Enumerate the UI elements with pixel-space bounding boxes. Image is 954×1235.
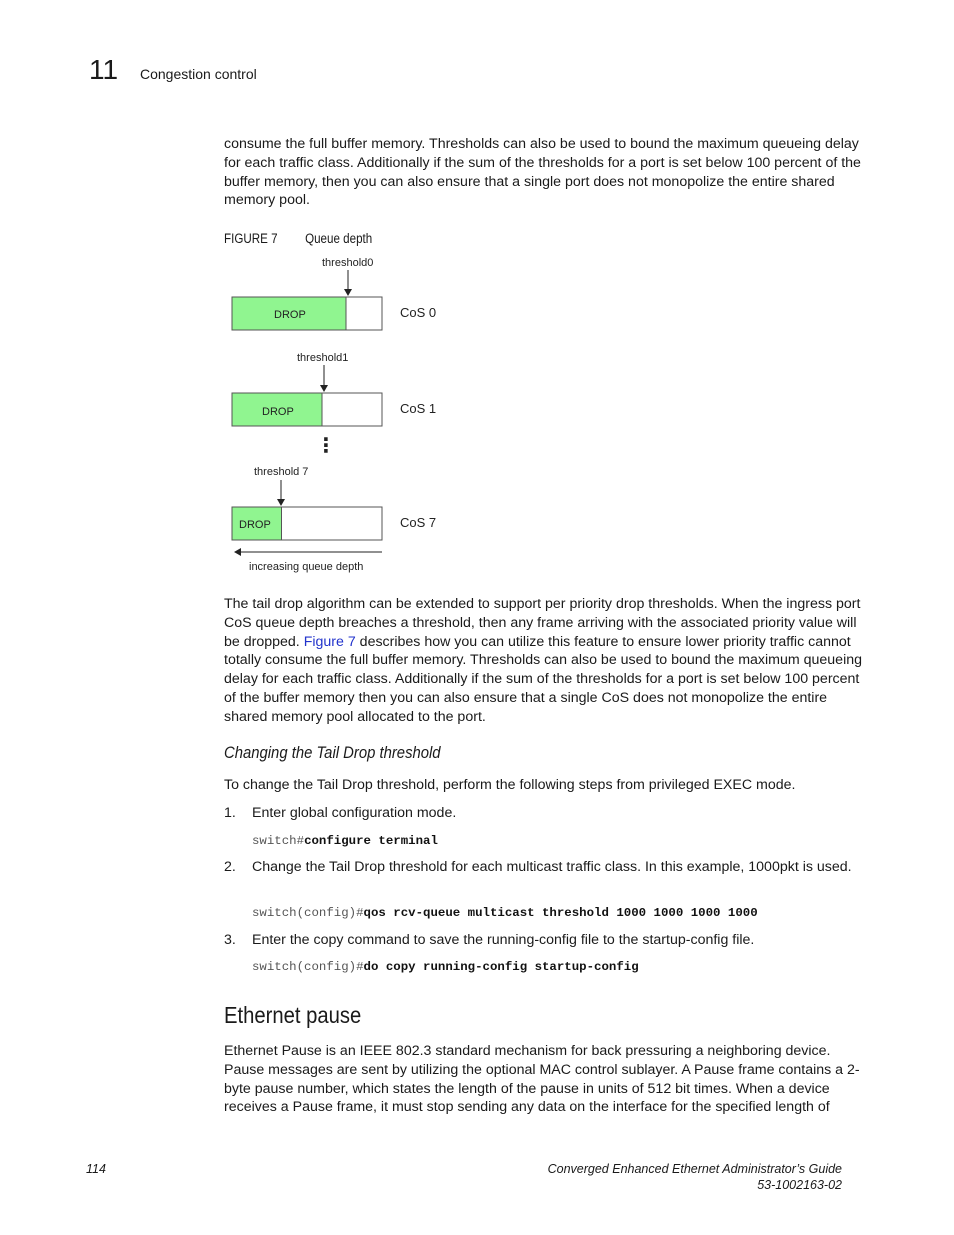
chapter-title: Congestion control — [140, 66, 257, 82]
page-number: 114 — [86, 1162, 106, 1176]
code-prompt: switch(config)# — [252, 960, 364, 974]
code-command: do copy running-config startup-config — [363, 960, 639, 974]
step-2-code — [252, 905, 758, 921]
ellipsis-dots: ⋮ — [316, 433, 336, 457]
step-3-number: 3. — [224, 932, 236, 948]
code-command: qos rcv-queue multicast threshold 1000 1000 1000 1000 — [363, 906, 758, 920]
threshold-label-1: threshold1 — [297, 352, 349, 364]
intro-paragraph: consume the full buffer memory. Thresholds can also be used to bound the maximum queueing delay for each traffic class. Additionally if the sum of the thresholds for a port is set below 100 percent of the buffer memory, then you can also ensure that a single port does not monopolize the entire shared memory pool. — [224, 136, 861, 209]
threshold-label-7: threshold 7 — [254, 466, 309, 478]
code-command: configure terminal — [304, 834, 438, 848]
queue-depth-diagram — [224, 250, 464, 580]
section-heading: Ethernet pause — [224, 1002, 362, 1028]
footer-doc-number: 53-1002163-02 — [757, 1177, 842, 1192]
step-3-text: Enter the copy command to save the running-config file to the startup-config file. — [252, 932, 755, 948]
code-prompt: switch(config)# — [252, 906, 364, 920]
figure-label: FIGURE 7 — [224, 231, 278, 246]
drop-label-7: DROP — [239, 519, 271, 531]
paragraph-text-before-link: The tail drop algorithm can be extended to support per priority drop thresholds. When the ingress port CoS queue depth breaches a threshold, then any frame arriving with the associated priority value will be dropped. — [224, 596, 861, 650]
procedure-heading: Changing the Tail Drop threshold — [224, 744, 441, 762]
drop-label-1: DROP — [262, 406, 294, 418]
footer-doc-info — [548, 1162, 842, 1193]
step-3-code — [252, 959, 639, 975]
step-1-code — [252, 833, 438, 849]
cos-label-0: CoS 0 — [400, 305, 437, 320]
step-1-number: 1. — [224, 805, 236, 821]
tail-drop-paragraph — [224, 595, 870, 727]
step-1-text: Enter global configuration mode. — [252, 805, 457, 821]
chapter-number: 11 — [89, 54, 119, 85]
code-prompt: switch# — [252, 834, 305, 848]
threshold-label-0: threshold0 — [322, 257, 374, 269]
drop-label-0: DROP — [274, 309, 306, 321]
ethernet-pause-paragraph: Ethernet Pause is an IEEE 802.3 standard mechanism for back pressuring a neighboring device. Pause messages are sent by utilizing the optional MAC control sublayer. A Pause frame contains a 2-byte pause number, which states the length of the pause in units of 512 bit times. When a device receives a Pause frame, it must stop sending any data on the interface for the specified length of — [224, 1043, 860, 1116]
procedure-intro: To change the Tail Drop threshold, perform the following steps from privileged EXEC mode. — [224, 777, 796, 793]
cos-label-7: CoS 7 — [400, 515, 437, 530]
queue-depth-axis-label: increasing queue depth — [249, 561, 364, 573]
cos-label-1: CoS 1 — [400, 401, 437, 416]
step-2-text: Change the Tail Drop threshold for each multicast traffic class. In this example, 1000pkt is used. — [252, 859, 852, 875]
figure-title: Queue depth — [305, 231, 373, 246]
figure-caption — [224, 230, 372, 248]
figure-7-link[interactable]: Figure 7 — [303, 633, 356, 650]
step-2-number: 2. — [224, 859, 236, 875]
footer-doc-title: Converged Enhanced Ethernet Administrator’s Guide — [547, 1162, 842, 1176]
paragraph-text-after-link: describes how you can utilize this feature to ensure lower priority traffic cannot totally consume the full buffer memory. Thresholds can also be used to bound the maximum queueing delay for each traffic class. Additionally if the sum of the thresholds for a port is set below 100 percent of the buffer memory then you can also ensure that a single CoS does not monopolize the entire shared memory pool allocated to the port. — [224, 633, 863, 725]
